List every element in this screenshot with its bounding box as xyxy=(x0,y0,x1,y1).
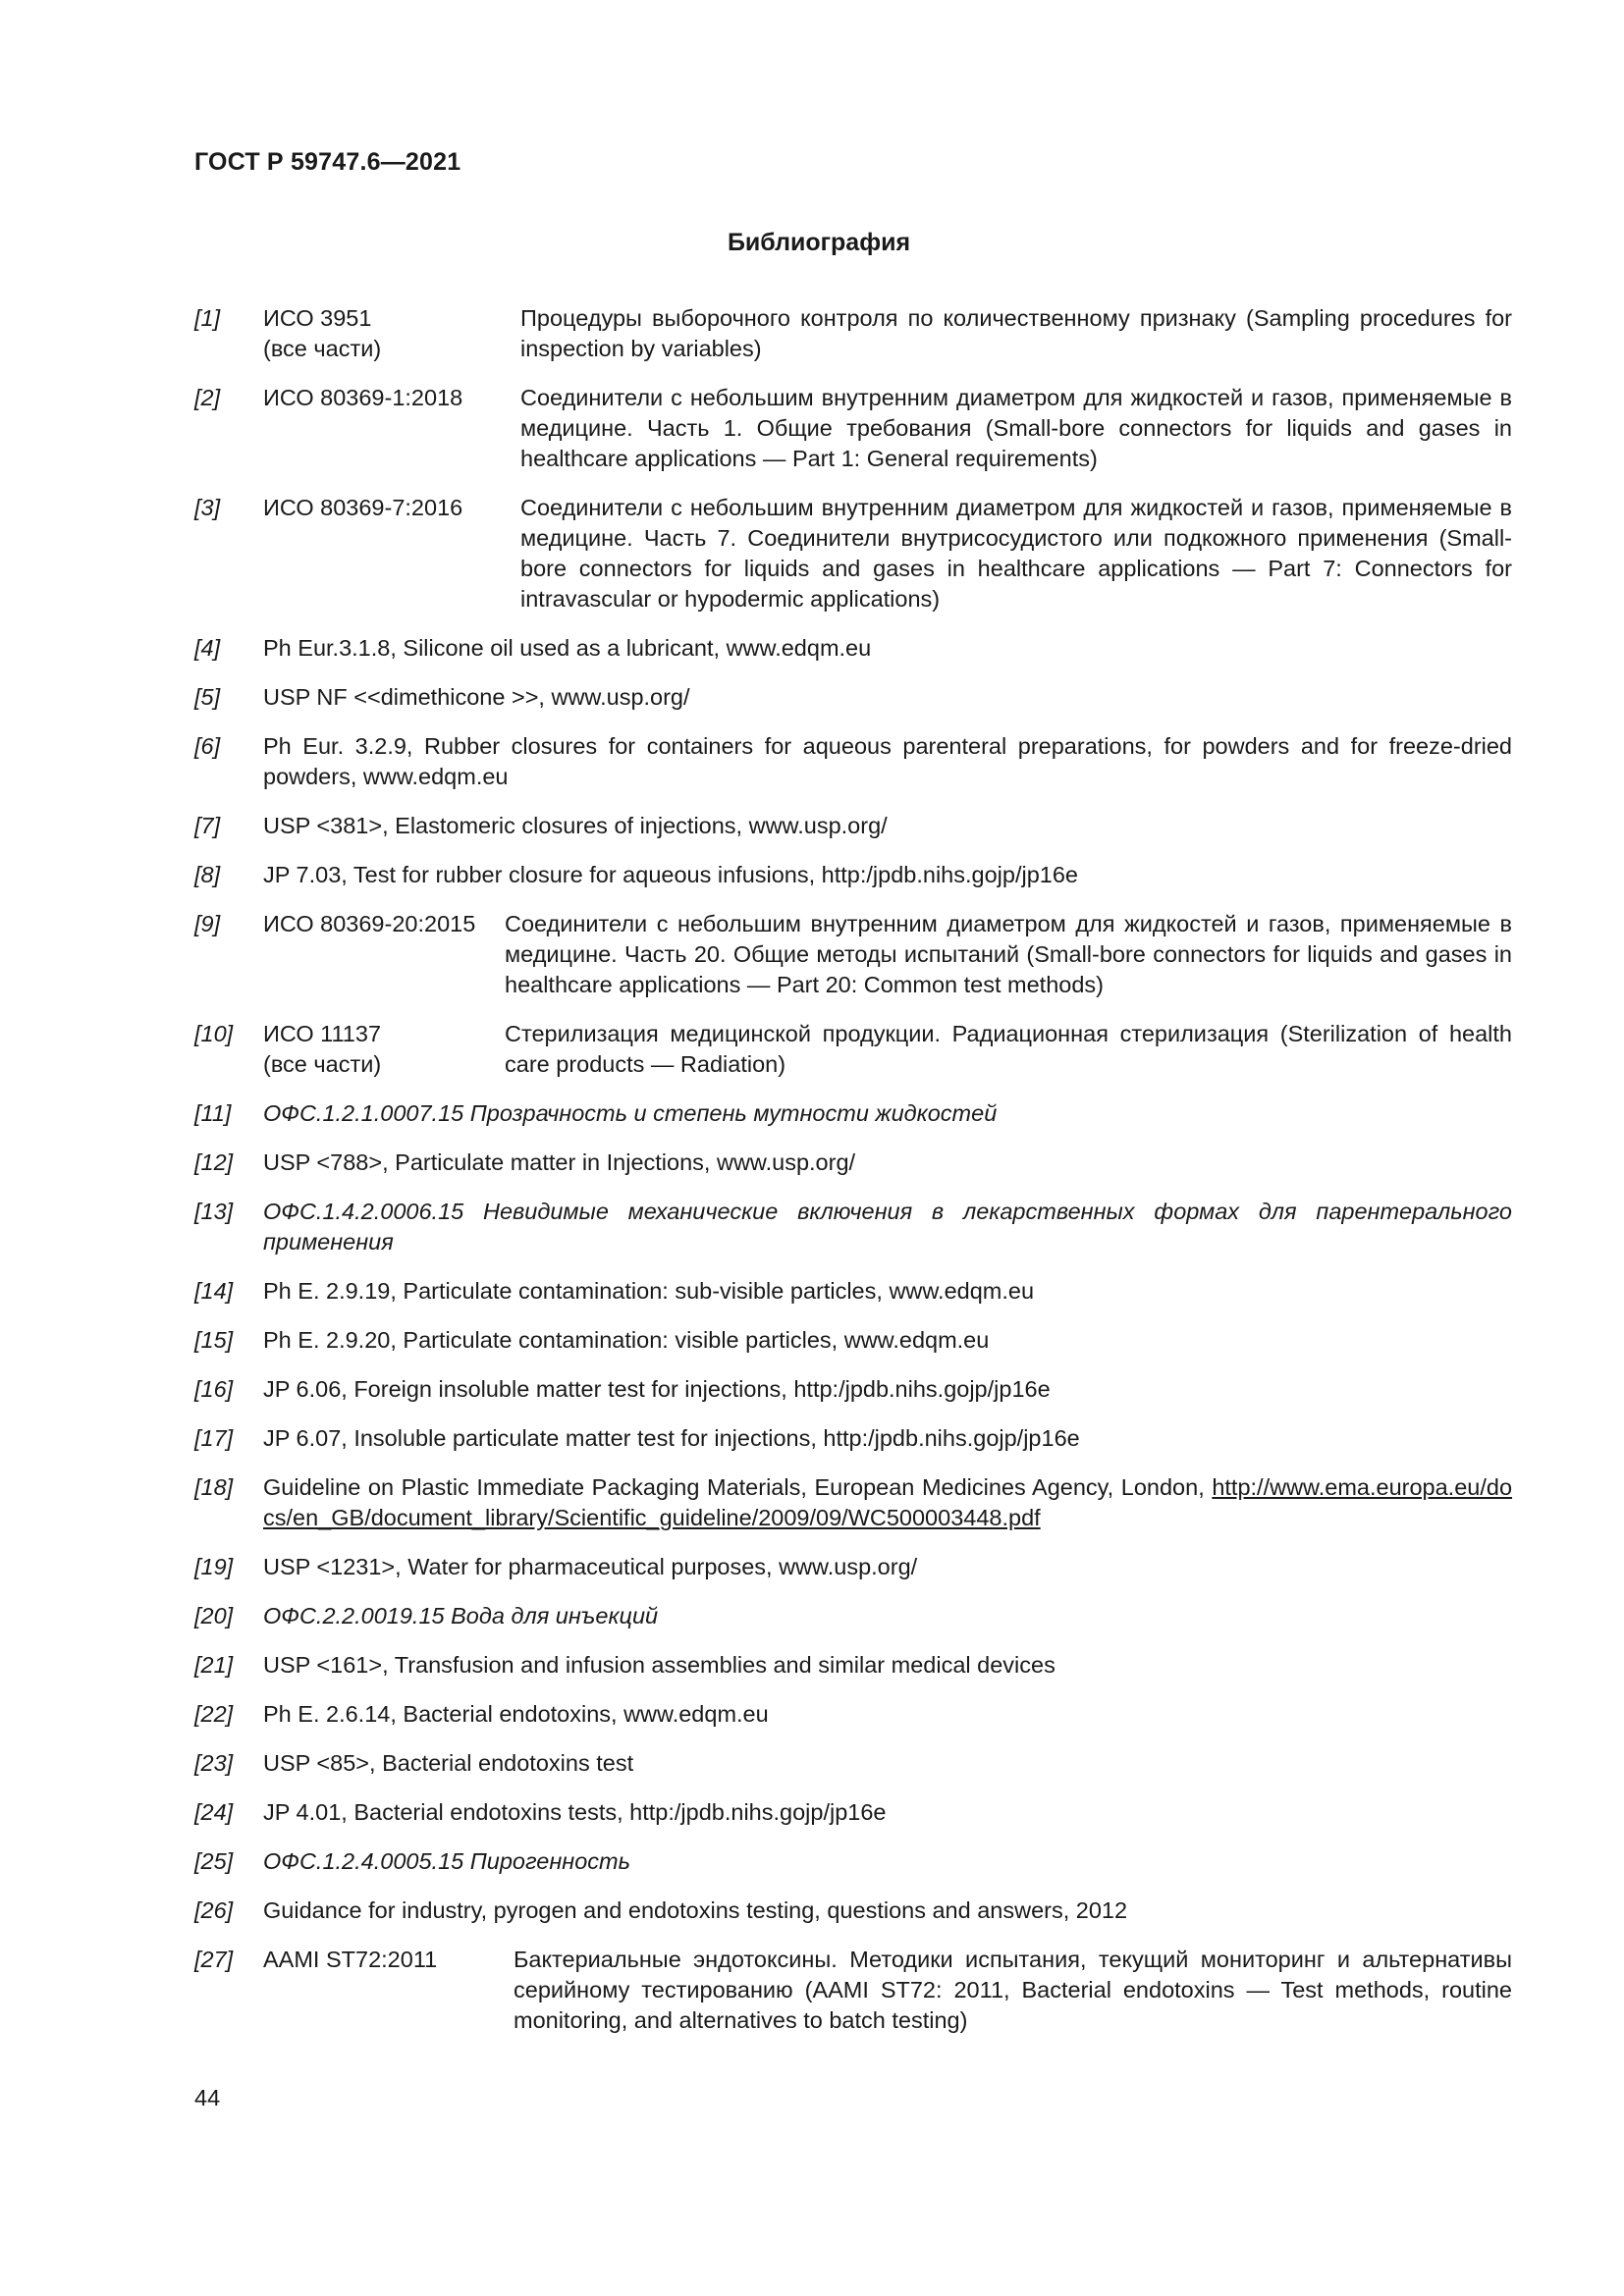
bibliography-list xyxy=(194,303,1512,2055)
entry-number: [8] xyxy=(194,862,221,887)
entry-text: USP <381>, Elastomeric closures of injections, www.usp.org/ xyxy=(263,813,888,838)
bibliography-entry xyxy=(194,1699,1512,1730)
entry-text: USP NF <<dimethicone >>, www.usp.org/ xyxy=(263,684,690,710)
entry-number: [14] xyxy=(194,1278,234,1304)
entry-text: USP <788>, Particulate matter in Injections, www.usp.org/ xyxy=(263,1149,856,1175)
entry-text: ОФС.1.2.4.0005.15 Пирогенность xyxy=(263,1848,630,1874)
bibliography-entry xyxy=(194,1148,1512,1178)
entry-text: JP 6.07, Insoluble particulate matter test for injections, http:/jpdb.nihs.gojp/jp16e xyxy=(263,1425,1080,1451)
entry-number: [6] xyxy=(194,733,221,759)
entry-document-id: ИСО 3951 (все части) xyxy=(263,305,382,361)
entry-number: [4] xyxy=(194,635,221,661)
entry-number: [26] xyxy=(194,1897,234,1923)
entry-number: [19] xyxy=(194,1554,234,1579)
bibliography-entry xyxy=(194,1019,1512,1080)
entry-text: Ph E. 2.9.19, Particulate contamination: sub-visible particles, www.edqm.eu xyxy=(263,1278,1035,1304)
bibliography-entry xyxy=(194,909,1512,1000)
entry-number: [15] xyxy=(194,1327,234,1353)
bibliography-entry xyxy=(194,1797,1512,1828)
entry-number: [24] xyxy=(194,1799,234,1825)
bibliography-entry xyxy=(194,1098,1512,1129)
bibliography-entry xyxy=(194,1601,1512,1631)
entry-text: Ph E. 2.9.20, Particulate contamination: visible particles, www.edqm.eu xyxy=(263,1327,990,1353)
entry-number: [16] xyxy=(194,1376,234,1402)
bibliography-entry xyxy=(194,383,1512,474)
bibliography-entry xyxy=(194,1846,1512,1877)
entry-number: [12] xyxy=(194,1149,234,1175)
entry-document-id: ИСО 80369-1:2018 xyxy=(263,385,463,410)
entry-number: [5] xyxy=(194,684,221,710)
entry-number: [10] xyxy=(194,1021,234,1046)
entry-number: [21] xyxy=(194,1652,234,1678)
entry-number: [22] xyxy=(194,1701,234,1727)
entry-number: [25] xyxy=(194,1848,234,1874)
page-header: ГОСТ Р 59747.6—2021 xyxy=(194,148,461,176)
entry-text: Ph Eur.3.1.8, Silicone oil used as a lubricant, www.edqm.eu xyxy=(263,635,872,661)
entry-number: [23] xyxy=(194,1750,234,1776)
entry-number: [20] xyxy=(194,1603,234,1629)
bibliography-entry xyxy=(194,303,1512,364)
bibliography-entry xyxy=(194,493,1512,614)
entry-number: [2] xyxy=(194,385,221,410)
bibliography-entry xyxy=(194,1945,1512,2036)
entry-document-id: ИСО 80369-7:2016 xyxy=(263,495,463,520)
entry-text: ОФС.1.4.2.0006.15 Невидимые механические включения в лекарственных формах для парентерального применения xyxy=(263,1199,1512,1255)
guideline-link[interactable]: http://www.ema.europa.eu/docs/en_GB/document_library/Scientific_guideline/2009/09/WC500003448.pdf xyxy=(263,1474,1513,1530)
bibliography-entry xyxy=(194,1197,1512,1257)
entry-text: Guidance for industry, pyrogen and endotoxins testing, questions and answers, 2012 xyxy=(263,1897,1128,1923)
entry-text: JP 7.03, Test for rubber closure for aqueous infusions, http:/jpdb.nihs.gojp/jp16e xyxy=(263,862,1078,887)
entry-text: Guideline on Plastic Immediate Packaging Materials, European Medicines Agency, London, http://www.ema.europa.eu/docs/en_GB/document_library/Scientific_guideline/2009/09/WC500003448.pdf xyxy=(263,1474,1513,1530)
bibliography-entry xyxy=(194,1325,1512,1356)
bibliography-entry xyxy=(194,811,1512,841)
bibliography-entry xyxy=(194,1552,1512,1582)
section-title: Библиография xyxy=(727,229,911,256)
entry-description: Соединители с небольшим внутренним диаметром для жидкостей и газов, применяемые в медицине. Часть 7. Соединители внутрисосудистого или подкожного применения (Small-bore connectors for liquids and gases in healthcare applications — Part 7: Connectors for intravascular or hypodermic applications) xyxy=(520,495,1512,612)
entry-document-id: ИСО 80369-20:2015 xyxy=(263,911,476,936)
entry-text: USP <1231>, Water for pharmaceutical purposes, www.usp.org/ xyxy=(263,1554,918,1579)
entry-text: ОФС.1.2.1.0007.15 Прозрачность и степень мутности жидкостей xyxy=(263,1100,998,1126)
page-number: 44 xyxy=(194,2085,221,2110)
entry-text: ОФС.2.2.0019.15 Вода для инъекций xyxy=(263,1603,659,1629)
entry-description: Соединители с небольшим внутренним диаметром для жидкостей и газов, применяемые в медицине. Часть 1. Общие требования (Small-bore connectors for liquids and gases in healthcare applications — Part 1: General requirements) xyxy=(520,385,1512,471)
bibliography-entry xyxy=(194,1748,1512,1779)
entry-description: Соединители с небольшим внутренним диаметром для жидкостей и газов, применяемые в медицине. Часть 20. Общие методы испытаний (Small-bore connectors for liquids and gases in healthcare applications — Part 20: Common test methods) xyxy=(505,911,1512,997)
bibliography-entry xyxy=(194,682,1512,713)
entry-number: [13] xyxy=(194,1199,234,1224)
bibliography-entry xyxy=(194,1374,1512,1405)
entry-document-id: ИСО 11137 (все части) xyxy=(263,1021,382,1077)
entry-number: [17] xyxy=(194,1425,234,1451)
bibliography-entry xyxy=(194,633,1512,664)
entry-description: Бактериальные эндотоксины. Методики испытания, текущий мониторинг и альтернативы серийному тестированию (AAMI ST72: 2011, Bacterial endotoxins — Test methods, routine monitoring, and alternatives to batch testing) xyxy=(514,1947,1512,2033)
entry-text: JP 6.06, Foreign insoluble matter test for injections, http:/jpdb.nihs.gojp/jp16e xyxy=(263,1376,1051,1402)
entry-text: JP 4.01, Bacterial endotoxins tests, http:/jpdb.nihs.gojp/jp16e xyxy=(263,1799,887,1825)
entry-text: Ph E. 2.6.14, Bacterial endotoxins, www.edqm.eu xyxy=(263,1701,769,1727)
entry-text: Ph Eur. 3.2.9, Rubber closures for containers for aqueous parenteral preparations, for powders and for freeze-dried powders, www.edqm.eu xyxy=(263,733,1512,789)
bibliography-entry xyxy=(194,1276,1512,1307)
entry-number: [9] xyxy=(194,911,221,936)
entry-document-id: AAMI ST72:2011 xyxy=(263,1947,438,1972)
entry-number: [18] xyxy=(194,1474,234,1500)
entry-number: [1] xyxy=(194,305,221,331)
entry-number: [27] xyxy=(194,1947,234,1972)
entry-number: [11] xyxy=(194,1100,232,1126)
bibliography-entry xyxy=(194,1423,1512,1454)
entry-text: USP <161>, Transfusion and infusion assemblies and similar medical devices xyxy=(263,1652,1056,1678)
bibliography-entry xyxy=(194,1472,1512,1533)
bibliography-entry xyxy=(194,731,1512,792)
entry-number: [7] xyxy=(194,813,221,838)
entry-text: USP <85>, Bacterial endotoxins test xyxy=(263,1750,634,1776)
entry-description: Стерилизация медицинской продукции. Радиационная стерилизация (Sterilization of health care products — Radiation) xyxy=(505,1021,1512,1077)
bibliography-entry xyxy=(194,860,1512,890)
bibliography-entry xyxy=(194,1650,1512,1681)
bibliography-entry xyxy=(194,1896,1512,1926)
entry-description: Процедуры выборочного контроля по количественному признаку (Sampling procedures for inspection by variables) xyxy=(520,305,1512,361)
entry-number: [3] xyxy=(194,495,221,520)
